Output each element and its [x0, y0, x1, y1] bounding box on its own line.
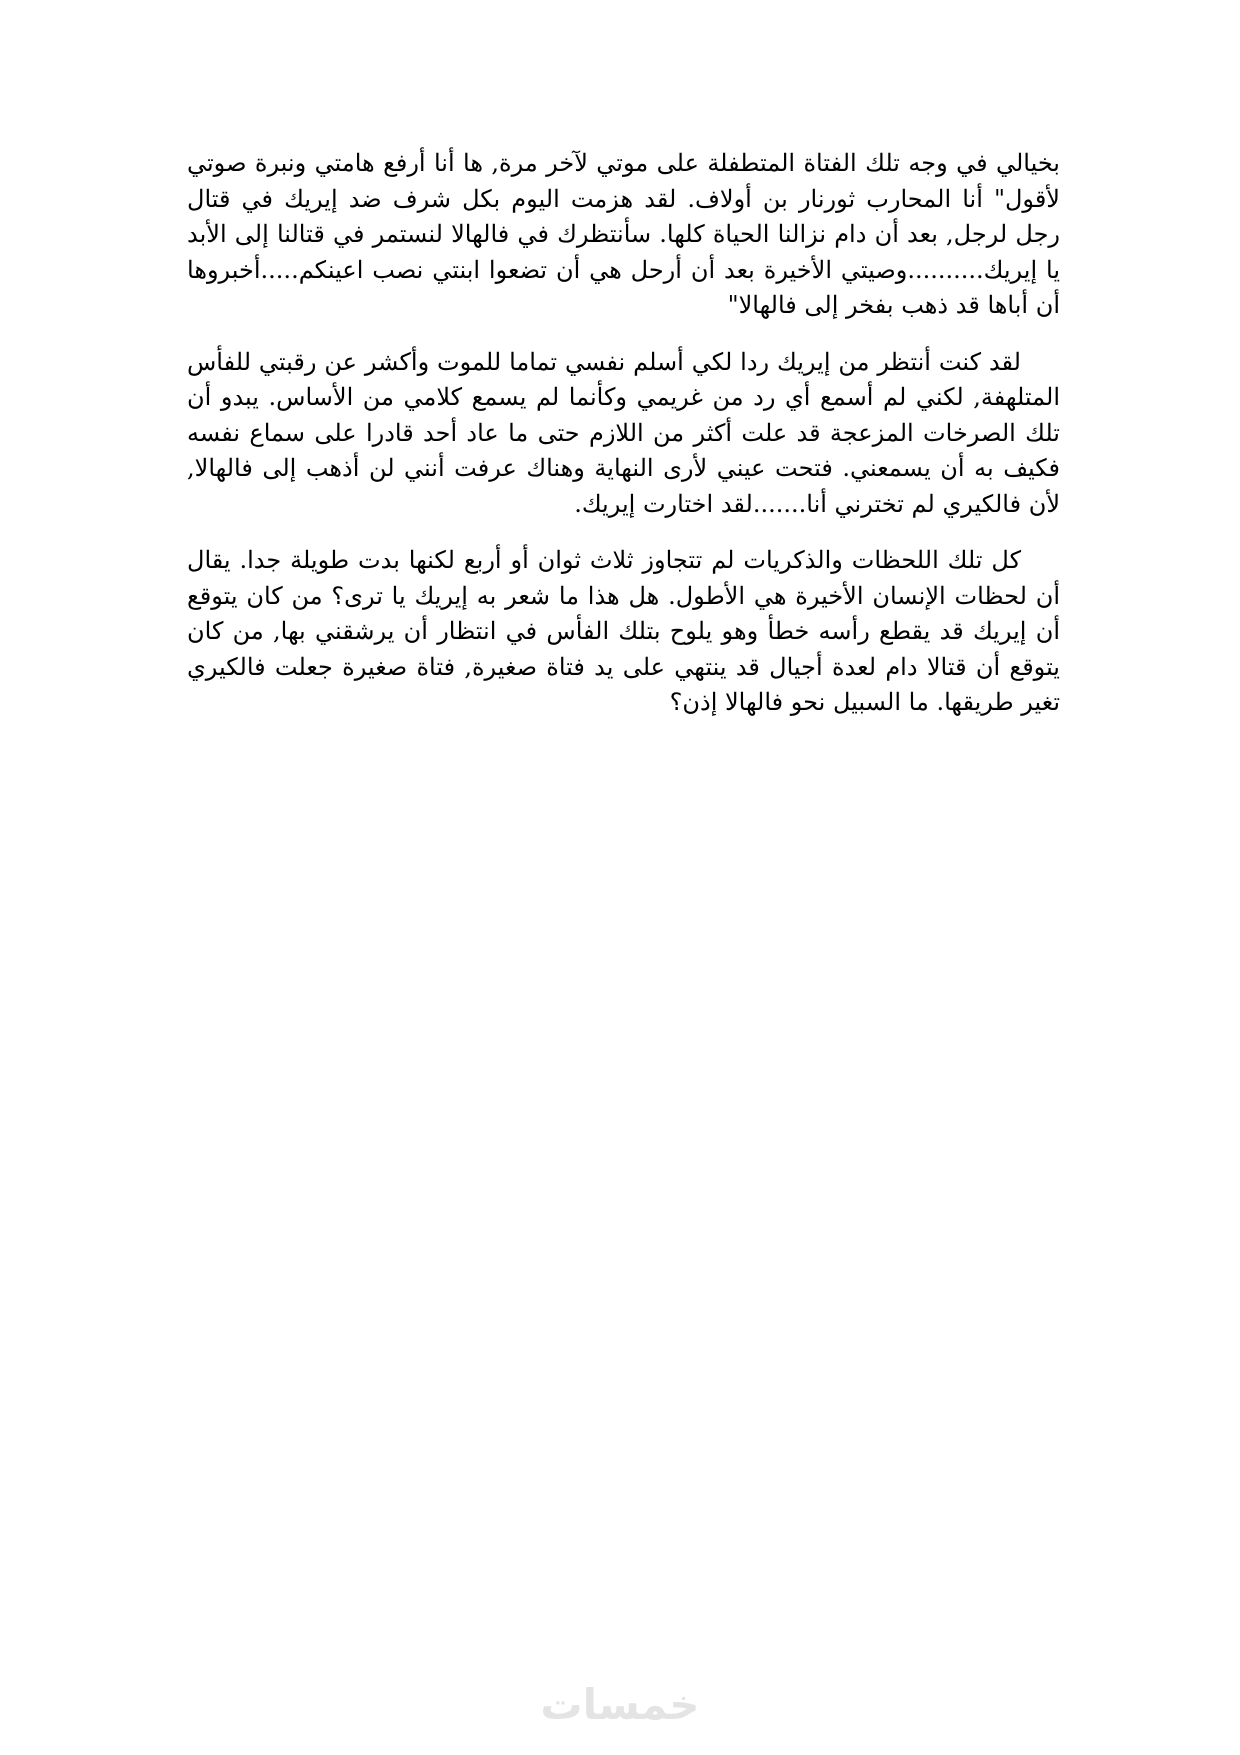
paragraph-3: كل تلك اللحظات والذكريات لم تتجاوز ثلاث ثوان أو أربع لكنها بدت طويلة جدا. يقال أن لحظات الإنسان الأخيرة هي الأطول. هل هذا ما شعر به إيريك يا ترى؟ من كان يتوقع أن إيريك قد يقطع رأسه خطأ وهو يلوح بتلك الفأس في انتظار أن يرشقني بها, من كان يتوقع أن قتالا دام لعدة أجيال قد ينتهي على يد فتاة صغيرة, فتاة صغيرة جعلت فالكيري تغير طريقها. ما السبيل نحو فالهالا إذن؟ [187, 546, 1060, 716]
document-body [187, 146, 1060, 742]
paragraph-2: لقد كنت أنتظر من إيريك ردا لكي أسلم نفسي تماما للموت وأكشر عن رقبتي للفأس المتلهفة, لكني لم أسمع أي رد من غريمي وكأنما لم يسمع كلامي من الأساس. يبدو أن تلك الصرخات المزعجة قد علت أكثر من اللازم حتى ما عاد أحد قادرا على سماع نفسه فكيف به أن يسمعني. فتحت عيني لأرى النهاية وهناك عرفت أنني لن أذهب إلى فالهالا, لأن فالكيري لم تخترني أنا.......لقد اختارت إيريك. [187, 347, 1061, 518]
khamsat-watermark: خمسات [540, 1680, 700, 1729]
paragraph-1: بخيالي في وجه تلك الفتاة المتطفلة على موتي لآخر مرة, ها أنا أرفع هامتي ونبرة صوتي لأقول" أنا المحارب ثورنار بن أولاف. لقد هزمت اليوم بكل شرف ضد إيريك في قتال رجل لرجل, بعد أن دام نزالنا الحياة كلها. سأنتظرك في فالهالا لنستمر في قتالنا إلى الأبد يا إيريك..........وصيتي الأخيرة بعد أن أرحل هي أن تضعوا ابنتي نصب اعينكم.....أخبروها أن أباها قد ذهب بفخر إلى فالهالا" [187, 149, 1060, 319]
